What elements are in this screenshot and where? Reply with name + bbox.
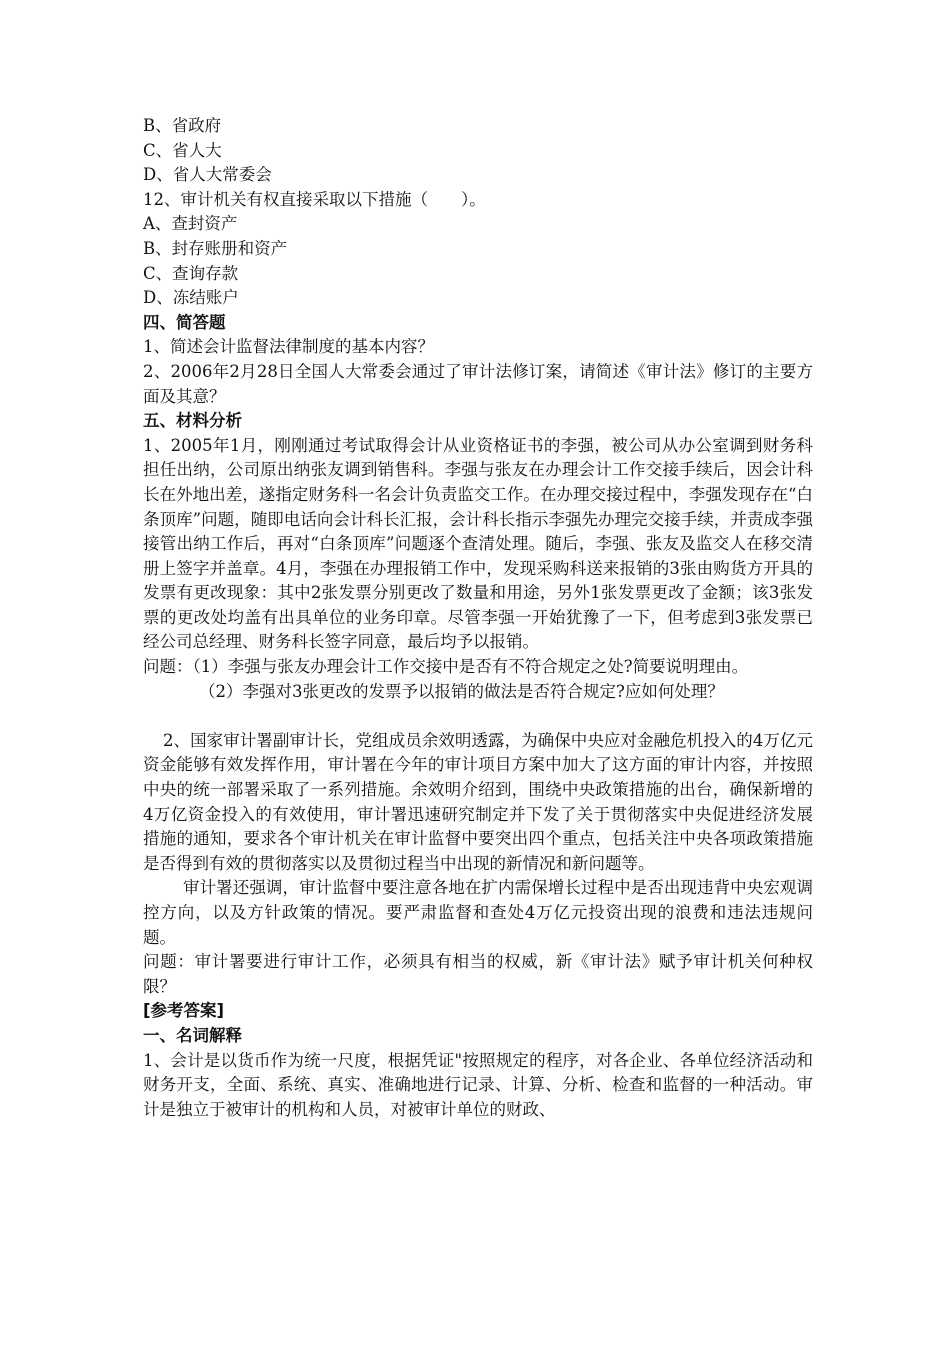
- document-page: [143, 114, 813, 1122]
- q12-option-d: D、冻结账户: [143, 288, 239, 308]
- case2-text-2: 审计署还强调，审计监督中要注意各地在扩内需保增长过程中是否出现违背中央宏观调控方向，以及方针政策的情况。要严肃监督和查处4万亿元投资出现的浪费和违法违规问题。: [143, 878, 813, 947]
- answers-item-1: 1、会计是以货币作为统一尺度，根据凭证"按照规定的程序，对各企业、各单位经济活动和财务开支，全面、系统、真实、准确地进行记录、计算、分析、检查和监督的一种活动。审计是独立于被审计的机构和人员，对被审计单位的财政、: [143, 1050, 813, 1119]
- q12-question: 12、审计机关有权直接采取以下措施（ ）。: [143, 189, 486, 209]
- section4-item-1: 1、简述会计监督法律制度的基本内容？: [143, 337, 434, 357]
- q12-option-b: B、封存账册和资产: [143, 238, 288, 258]
- case2-question: 问题：审计署要进行审计工作，必须具有相当的权威，新《审计法》赋予审计机关何种权限？: [143, 952, 813, 996]
- case1-text: 1、2005年1月，刚刚通过考试取得会计从业资格证书的李强，被公司从办公室调到财务科担任出纳，公司原出纳张友调到销售科。李强与张友在办理会计工作交接手续后，因会计科长在外地出差，遂指定财务科一名会计负责监交工作。在办理交接过程中，李强发现存在“白条顶库”问题，随即电话向会计科长汇报，会计科长指示李强先办理完交接手续，并责成李强接管出纳工作后，再对“白条顶库”问题逐个查清处理。随后，李强、张友及监交人在移交清册上签字并盖章。4月，李强在办理报销工作中，发现采购科送来报销的3张由购货方开具的发票有更改现象：其中2张发票分别更改了数量和用途，另外1张发票更改了金额；该3张发票的更改处均盖有出具单位的业务印章。尽管李强一开始犹豫了一下，但考虑到3张发票已经公司总经理、财务科长签字同意，最后均予以报销。: [143, 435, 813, 652]
- section4-heading: 四、简答题: [143, 312, 226, 332]
- answers-section1-heading: 一、名词解释: [143, 1025, 242, 1045]
- q11-option-c: C、省人大: [143, 140, 222, 160]
- blank-line: [143, 704, 813, 729]
- section4-item-2: 2、2006年2月28日全国人大常委会通过了审计法修订案，请简述《审计法》修订的主要方面及其意？: [143, 361, 813, 406]
- answers-heading: [参考答案]: [143, 1001, 225, 1021]
- case1-question-2: （2）李强对3张更改的发票予以报销的做法是否符合规定?应如何处理？: [199, 681, 724, 701]
- case2-text-1: 2、国家审计署副审计长，党组成员余效明透露，为确保中央应对金融危机投入的4万亿元资金能够有效发挥作用，审计署在今年的审计项目方案中加大了这方面的审计内容，并按照中央的统一部署采取了一系列措施。余效明介绍到，围绕中央政策措施的出台，确保新增的4万亿资金投入的有效使用，审计署迅速研究制定并下发了关于贯彻落实中央促进经济发展措施的通知，要求各个审计机关在审计监督中要突出四个重点，包括关注中央各项政策措施是否得到有效的贯彻落实以及贯彻过程当中出现的新情况和新问题等。: [143, 730, 813, 873]
- q11-option-d: D、省人大常委会: [143, 165, 272, 185]
- q12-option-c: C、查询存款: [143, 263, 239, 283]
- case1-question-1: 问题：（1）李强与张友办理会计工作交接中是否有不符合规定之处?简要说明理由。: [143, 657, 749, 677]
- section5-heading: 五、材料分析: [143, 411, 242, 431]
- q11-option-b: B、省政府: [143, 116, 222, 135]
- q12-option-a: A、查封资产: [143, 214, 238, 234]
